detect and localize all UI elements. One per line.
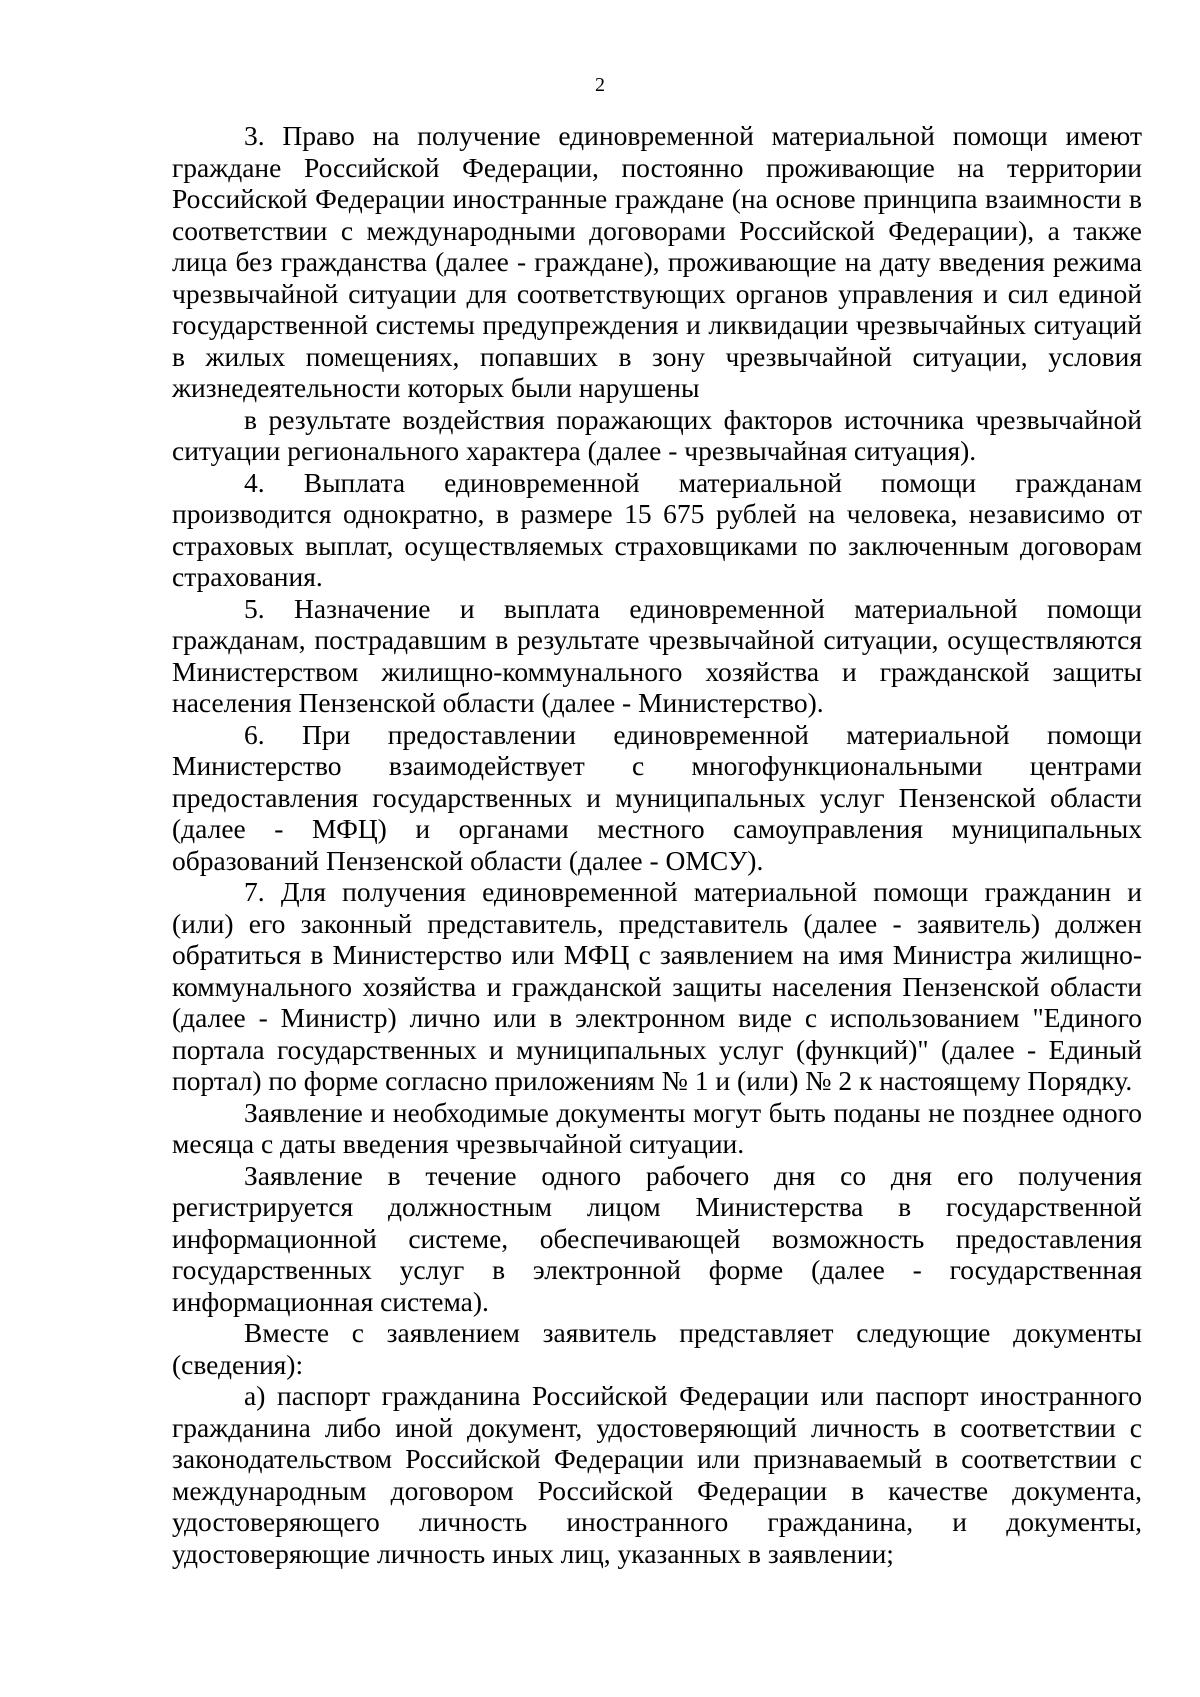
paragraph-3: 3. Право на получение единовременной материальной помощи имеют граждане Российской Федерации, постоянно проживающие на территории Российской Федерации иностранные граждане (на основе принципа взаимности в соответствии с международными договорами Российской Федерации), а также лица без гражданства (далее - граждане), проживающие на дату введения режима чрезвычайной ситуации для соответствующих органов управления и сил единой государственной системы предупреждения и ликвидации чрезвычайных ситуаций в жилых помещениях, попавших в зону чрезвычайной ситуации, условия жизнедеятельности которых были нарушены [172, 120, 1142, 403]
paragraph-4: 4. Выплата единовременной материальной помощи гражданам производится однократно, в размере 15 675 рублей на человека, независимо от страховых выплат, осуществляемых страховщиками по заключенным договорам страхования. [172, 466, 1142, 592]
paragraph-3-continuation: в результате воздействия поражающих факторов источника чрезвычайной ситуации регионального характера (далее - чрезвычайная ситуация). [172, 403, 1142, 466]
paragraph-documents-intro: Вместе с заявлением заявитель представляет следующие документы (сведения): [172, 1317, 1142, 1380]
paragraph-registration: Заявление в течение одного рабочего дня со дня его получения регистрируется должностным лицом Министерства в государственной информационной системе, обеспечивающей возможность предоставления государственных услуг в электронной форме (далее - государственная информационная система). [172, 1159, 1142, 1317]
paragraph-item-a: а) паспорт гражданина Российской Федерации или паспорт иностранного гражданина либо иной документ, удостоверяющий личность в соответствии с законодательством Российской Федерации или признаваемый в соответствии с международным договором Российской Федерации в качестве документа, удостоверяющего личность иностранного гражданина, и документы, удостоверяющие личность иных лиц, указанных в заявлении; [172, 1380, 1142, 1569]
paragraph-deadline: Заявление и необходимые документы могут быть поданы не позднее одного месяца с даты введения чрезвычайной ситуации. [172, 1096, 1142, 1159]
paragraph-7: 7. Для получения единовременной материальной помощи гражданин и (или) его законный представитель, представитель (далее - заявитель) должен обратиться в Министерство или МФЦ с заявлением на имя Министра жилищно-коммунального хозяйства и гражданской защиты населения Пензенской области (далее - Министр) лично или в электронном виде с использованием "Единого портала государственных и муниципальных услуг (функций)" (далее - Единый портал) по форме согласно приложениям № 1 и (или) № 2 к настоящему Порядку. [172, 876, 1142, 1096]
document-body [172, 120, 1142, 1569]
paragraph-5: 5. Назначение и выплата единовременной материальной помощи гражданам, пострадавшим в результате чрезвычайной ситуации, осуществляются Министерством жилищно-коммунального хозяйства и гражданской защиты населения Пензенской области (далее - Министерство). [172, 592, 1142, 718]
paragraph-6: 6. При предоставлении единовременной материальной помощи Министерство взаимодействует с многофункциональными центрами предоставления государственных и муниципальных услуг Пензенской области (далее - МФЦ) и органами местного самоуправления муниципальных образований Пензенской области (далее - ОМСУ). [172, 718, 1142, 876]
page-number: 2 [595, 74, 605, 96]
